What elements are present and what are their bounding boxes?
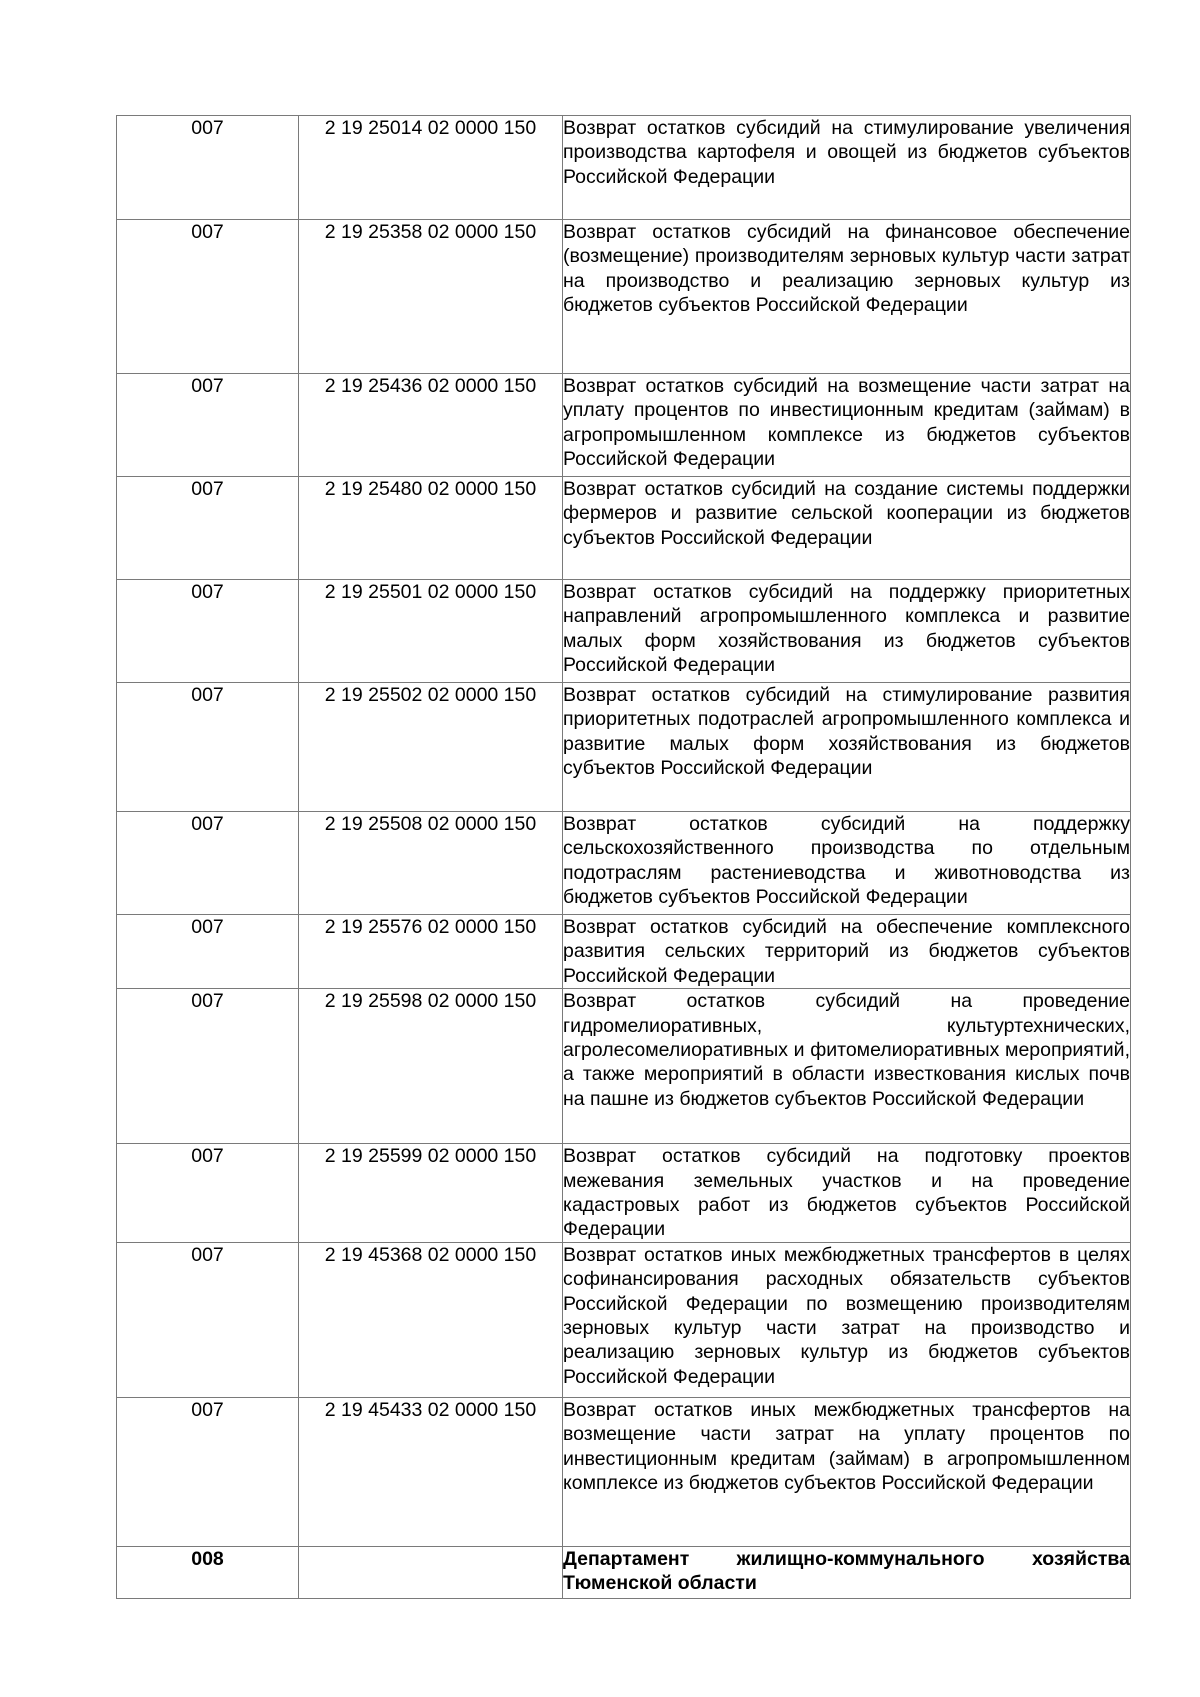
admin-code-cell: 007	[117, 1397, 299, 1546]
table-row	[117, 1242, 1131, 1397]
admin-code-cell: 007	[117, 683, 299, 812]
budget-code-cell: 2 19 25436 02 0000 150	[299, 374, 563, 477]
admin-code-cell: 007	[117, 116, 299, 220]
description-cell: Возврат остатков субсидий на финансовое обеспечение (возмещение) производителям зерновых культур части затрат на производство и реализацию зерновых культур из бюджетов субъектов Российской Федерации	[563, 220, 1131, 374]
budget-classification-table	[116, 115, 1131, 1599]
description-cell: Возврат остатков иных межбюджетных трансфертов в целях софинансирования расходных обязательств субъектов Российской Федерации по возмещению производителям зерновых культур части затрат на производство и реализацию зерновых культур из бюджетов субъектов Российской Федерации	[563, 1242, 1131, 1397]
description-cell: Возврат остатков субсидий на возмещение части затрат на уплату процентов по инвестиционным кредитам (займам) в агропромышленном комплексе из бюджетов субъектов Российской Федерации	[563, 374, 1131, 477]
table-row	[117, 915, 1131, 989]
description-cell: Возврат остатков субсидий на стимулирование увеличения производства картофеля и овощей из бюджетов субъектов Российской Федерации	[563, 116, 1131, 220]
description-cell: Возврат остатков субсидий на поддержку приоритетных направлений агропромышленного комплекса и развитие малых форм хозяйствования из бюджетов субъектов Российской Федерации	[563, 580, 1131, 683]
admin-code-cell: 007	[117, 812, 299, 915]
table-row	[117, 683, 1131, 812]
admin-code-cell: 007	[117, 220, 299, 374]
admin-code-cell: 007	[117, 477, 299, 580]
budget-code-cell: 2 19 25358 02 0000 150	[299, 220, 563, 374]
description-cell: Возврат остатков субсидий на создание системы поддержки фермеров и развитие сельской кооперации из бюджетов субъектов Российской Федерации	[563, 477, 1131, 580]
table-row	[117, 989, 1131, 1144]
budget-code-cell: 2 19 45368 02 0000 150	[299, 1242, 563, 1397]
table-row	[117, 374, 1131, 477]
table-row	[117, 220, 1131, 374]
budget-code-cell: 2 19 25501 02 0000 150	[299, 580, 563, 683]
admin-code-cell: 007	[117, 374, 299, 477]
budget-code-cell: 2 19 25014 02 0000 150	[299, 116, 563, 220]
description-cell: Возврат остатков субсидий на подготовку проектов межевания земельных участков и на проведение кадастровых работ из бюджетов субъектов Российской Федерации	[563, 1145, 1130, 1241]
table-row	[117, 1144, 1131, 1243]
budget-code-cell: 2 19 25599 02 0000 150	[299, 1144, 563, 1243]
budget-code-cell: 2 19 25508 02 0000 150	[299, 812, 563, 915]
table-row	[117, 116, 1131, 220]
budget-code-cell: 2 19 25576 02 0000 150	[299, 915, 563, 989]
table-row	[117, 1546, 1131, 1598]
admin-code-cell: 008	[117, 1546, 299, 1598]
description-cell: Департамент жилищно-коммунального хозяйства Тюменской области	[563, 1546, 1131, 1598]
budget-code-cell: 2 19 45433 02 0000 150	[299, 1397, 563, 1546]
admin-code-cell: 007	[117, 580, 299, 683]
description-cell: Возврат остатков субсидий на поддержку сельскохозяйственного производства по отдельным подотраслям растениеводства и животноводства из бюджетов субъектов Российской Федерации	[563, 812, 1131, 915]
admin-code-cell: 007	[117, 915, 299, 989]
admin-code-cell: 007	[117, 989, 299, 1144]
budget-code-cell	[299, 1546, 563, 1598]
table-row	[117, 812, 1131, 915]
admin-code-cell: 007	[117, 1144, 299, 1243]
budget-code-cell: 2 19 25502 02 0000 150	[299, 683, 563, 812]
budget-code-cell: 2 19 25480 02 0000 150	[299, 477, 563, 580]
description-cell: Возврат остатков субсидий на обеспечение комплексного развития сельских территорий из бюджетов субъектов Российской Федерации	[563, 916, 1130, 987]
table-row	[117, 580, 1131, 683]
description-cell: Возврат остатков субсидий на стимулирование развития приоритетных подотраслей агропромышленного комплекса и развитие малых форм хозяйствования из бюджетов субъектов Российской Федерации	[563, 683, 1131, 812]
budget-code-cell: 2 19 25598 02 0000 150	[299, 989, 563, 1144]
description-cell: Возврат остатков субсидий на проведение гидромелиоративных, культуртехнических, агролесомелиоративных и фитомелиоративных мероприятий, а также мероприятий в области известкования кислых почв на пашне из бюджетов субъектов Российской Федерации	[563, 989, 1131, 1144]
table-row	[117, 477, 1131, 580]
table-row	[117, 1397, 1131, 1546]
admin-code-cell: 007	[117, 1242, 299, 1397]
description-cell: Возврат остатков иных межбюджетных трансфертов на возмещение части затрат на уплату процентов по инвестиционным кредитам (займам) в агропромышленном комплексе из бюджетов субъектов Российской Федерации	[563, 1397, 1131, 1546]
